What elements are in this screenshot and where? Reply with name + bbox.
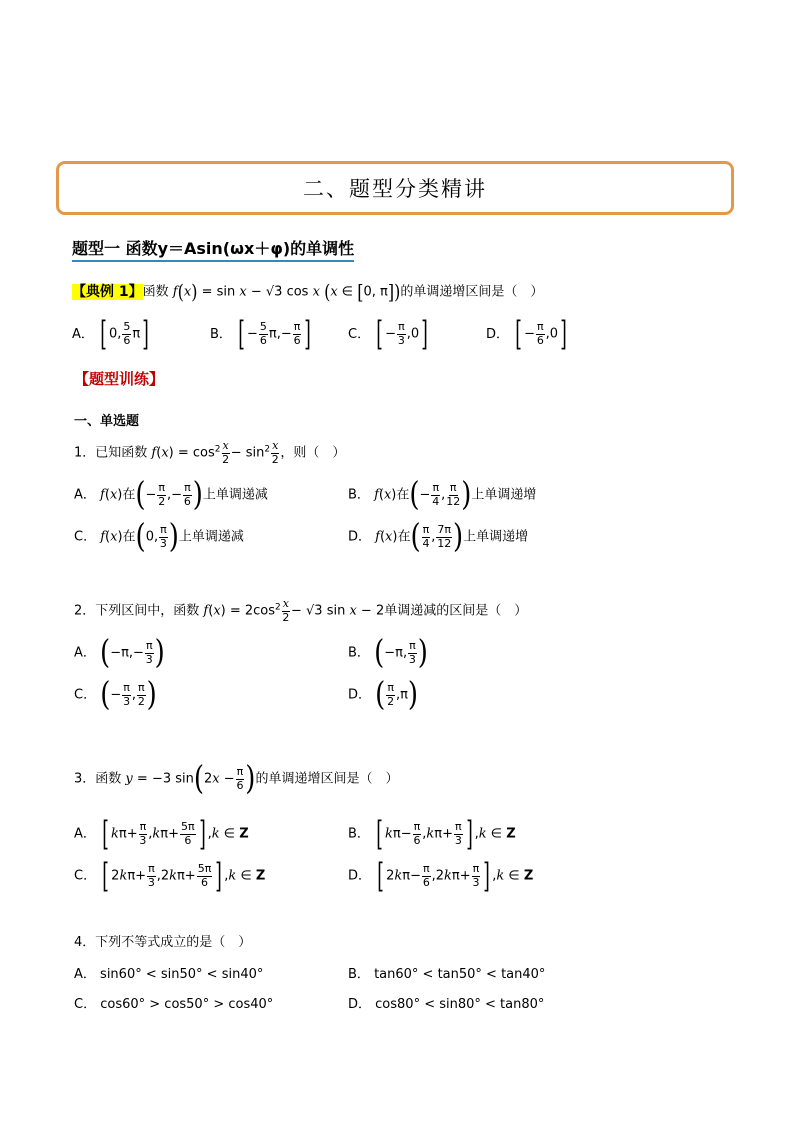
question-3-option-b: B． [ kπ− $\frac{\pi}{6}$ ,kπ+ $\frac{\pi}{3}$ ] ,k ∈ Z [348, 813, 516, 854]
example-1-option-c: C． [ − $\frac{\pi}{3}$ ,0] [348, 313, 428, 354]
question-2-stem: 2．下列区间中，函数 $f(x) = 2\cos^2$ $\frac{x}{2}$ − √3 sin x − 2单调递减的区间是（ ） [74, 597, 528, 624]
section-title: 二、题型分类精讲 [303, 177, 487, 201]
section-heading-box [56, 161, 734, 215]
question-3-option-c: C． [ 2kπ+ $\frac{\pi}{3}$ ,2kπ+ $\frac{5\pi}{6}$ ] ,k ∈ Z [74, 855, 266, 896]
example-1-stem: 【典例 1】函数 f(x) = sin x − √3 cos x (x ∈ [0, π])的单调递增区间是（ ） [72, 279, 544, 304]
question-1-option-b: B． f(x)在(− $\frac{\pi}{4}$ , $\frac{\pi}{12}$ )上单调递增 [348, 476, 537, 514]
question-2-option-d: D． ( $\frac{\pi}{2}$ ,π) [348, 676, 419, 714]
question-4-option-a: A． sin60° < sin50° < sin40° [74, 967, 264, 982]
question-4-option-d: D． cos80° < sin80° < tan80° [348, 997, 545, 1012]
example-badge: 【典例 1】 [72, 283, 143, 300]
question-4-option-c: C． cos60° > cos50° > cos40° [74, 997, 274, 1012]
example-1-option-b: B． [ − $\frac{5}{6}$ π,− $\frac{\pi}{6}$ ] [210, 313, 312, 354]
question-3-stem: 3．函数 y = −3 sin(2x − $\frac{\pi}{6}$ )的单调递增区间是（ ） [74, 760, 399, 798]
topic-heading: 题型一 函数y＝Asin(ωx＋φ)的单调性 [72, 236, 354, 262]
single-choice-heading: 一、单选题 [74, 414, 140, 429]
question-2-option-a: A． (−π,− $\frac{\pi}{3}$ ) [74, 634, 165, 672]
question-1-option-d: D． f(x)在( $\frac{\pi}{4}$ , $\frac{7\pi}{12}$ )上单调递增 [348, 518, 529, 556]
question-1-stem: 1．已知函数 $f(x) = \cos^2$ $\frac{x}{2}$ − $\sin^2$ $\frac{x}{2}$ ，则（ ） [74, 439, 346, 466]
question-3-option-a: A． [ kπ+ $\frac{\pi}{3}$ ,kπ+ $\frac{5\pi}{6}$ ] ,k ∈ Z [74, 813, 249, 854]
question-4-option-b: B． tan60° < tan50° < tan40° [348, 967, 546, 982]
example-1-option-d: D． [ − $\frac{\pi}{6}$ ,0] [486, 313, 567, 354]
question-2-option-b: B． (−π, $\frac{\pi}{3}$ ) [348, 634, 428, 672]
training-title: 【题型训练】 [74, 370, 165, 388]
question-2-option-c: C． (− $\frac{\pi}{3}$ , $\frac{\pi}{2}$ ) [74, 676, 157, 714]
question-1-option-c: C． f(x)在(0, $\frac{\pi}{3}$ )上单调递减 [74, 518, 244, 556]
question-1-option-a: A． f(x)在(− $\frac{\pi}{2}$ ,− $\frac{\pi}{6}$ )上单调递减 [74, 476, 268, 514]
example-1-option-a: A． [ 0, $\frac{5}{6}$ π] [72, 313, 149, 354]
question-3-option-d: D． [ 2kπ− $\frac{\pi}{6}$ ,2kπ+ $\frac{\pi}{3}$ ] ,k ∈ Z [348, 855, 534, 896]
question-4-stem: 4．下列不等式成立的是（ ） [74, 935, 252, 950]
